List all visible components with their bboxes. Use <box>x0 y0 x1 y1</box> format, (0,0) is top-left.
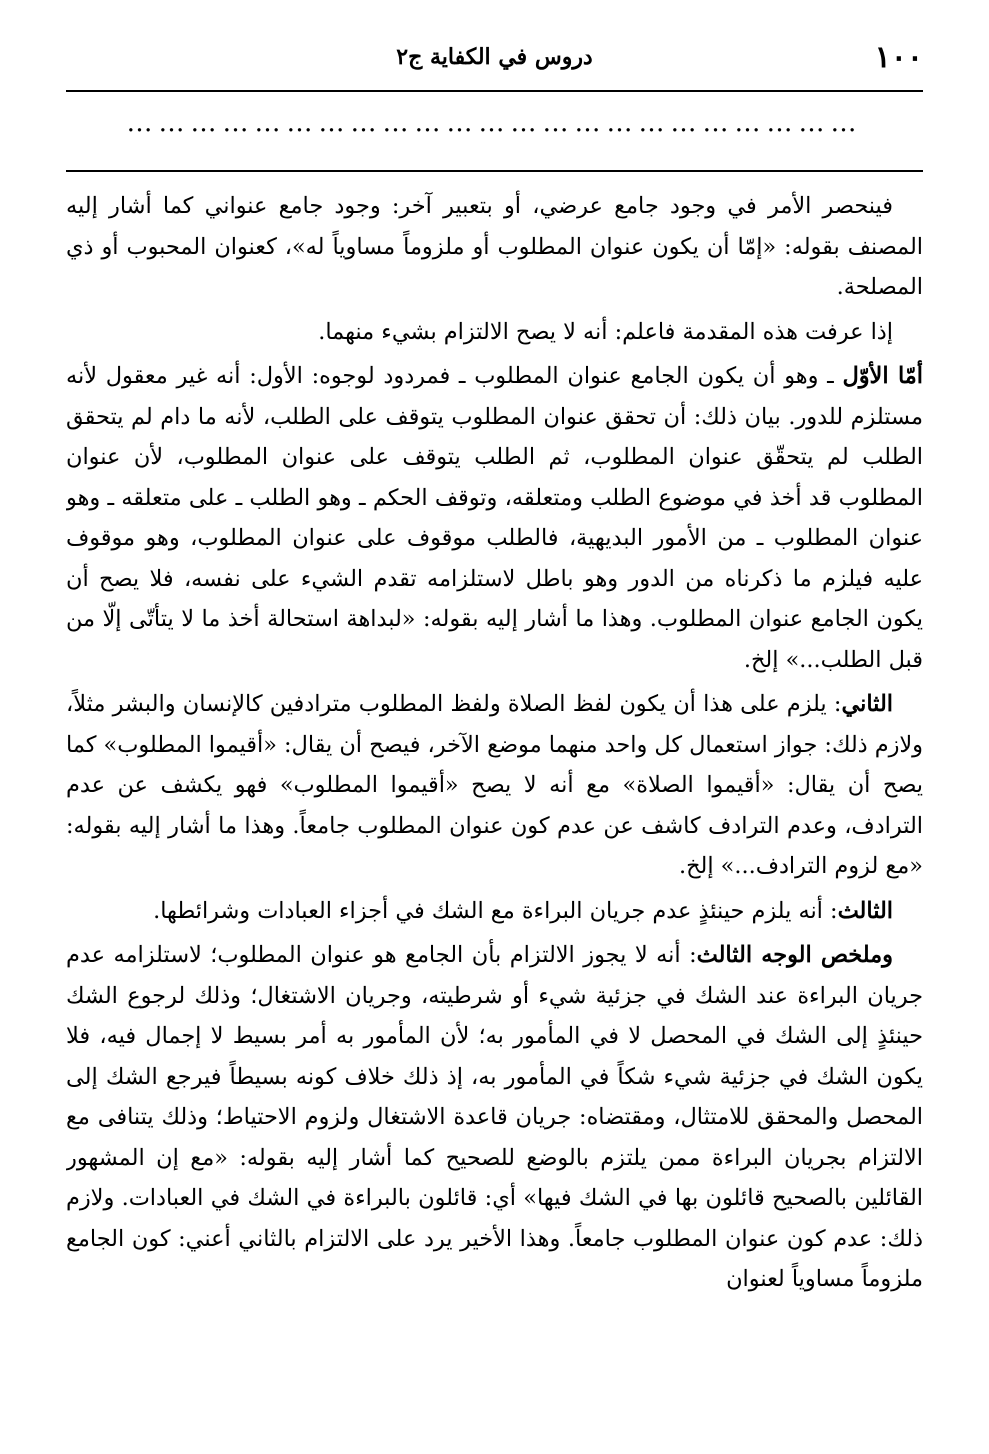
dotted-separator: …………………………………………………………… <box>126 108 863 138</box>
paragraph <box>66 312 923 353</box>
paragraph-lead: الثالث <box>837 897 893 924</box>
body-text <box>66 186 923 1446</box>
page-number: ١٠٠ <box>874 40 923 75</box>
paragraph-lead: أمّا الأوّل <box>842 363 923 389</box>
paragraph-text: : أنه لا يجوز الالتزام بأن الجامع هو عنوان المطلوب؛ لاستلزامه عدم جريان البراءة عند الشك في جزئية شيء أو شرطيته، وجريان الاشتغال؛ وذلك لرجوع الشك حينئذٍ إلى الشك في المحصل لا في المأمور به؛ لأن المأمور به أمر بسيط لا إجمال فيه، فلا يكون الشك في جزئية شيء شكاً في المأمور به، إذ ذلك خلاف كونه بسيطاً فيرجع الشك إلى المحصل والمحقق للامتثال، ومقتضاه: جريان قاعدة الاشتغال ولزوم الاحتياط؛ وذلك يتنافى مع الالتزام بجريان البراءة ممن يلتزم بالوضع للصحيح كما أشار إليه بقوله: «مع إن المشهور القائلين بالصحيح قائلون بها في الشك فيها» أي: قائلون بالبراءة في الشك في العبادات. ولازم ذلك: عدم كون عنوان المطلوب جامعاً. وهذا الأخير يرد على الالتزام بالثاني أعني: كون الجامع ملزوماً مساوياً لعنوان <box>66 942 923 1292</box>
paragraph-text: : أنه يلزم حينئذٍ عدم جريان البراءة مع الشك في أجزاء العبادات وشرائطها. <box>153 897 838 924</box>
header-rule <box>66 90 923 92</box>
book-title: دروس في الكفاية ج٢ <box>396 44 593 70</box>
paragraph-lead: الثاني <box>841 691 893 717</box>
section-rule <box>66 170 923 172</box>
paragraph <box>66 891 923 932</box>
paragraph <box>66 356 923 680</box>
paragraph <box>66 935 923 1300</box>
paragraph-text: إذا عرفت هذه المقدمة فاعلم: أنه لا يصح الالتزام بشيء منهما. <box>318 318 893 345</box>
paragraph-text: : يلزم على هذا أن يكون لفظ الصلاة ولفظ المطلوب مترادفين كالإنسان والبشر مثلاً، ولازم ذلك: جواز استعمال كل واحد منهما موضع الآخر، فيصح أن يقال: «أقيموا المطلوب» كما يصح أن يقال: «أقيموا الصلاة» مع أنه لا يصح «أقيموا المطلوب» فهو يكشف عن عدم الترادف، وعدم الترادف كاشف عن عدم كون عنوان المطلوب جامعاً. وهذا ما أشار إليه بقوله: «مع لزوم الترادف...» إلخ. <box>66 691 923 879</box>
paragraph <box>66 186 923 308</box>
paragraph-text: فينحصر الأمر في وجود جامع عرضي، أو بتعبير آخر: وجود جامع عنواني كما أشار إليه المصنف بقوله: «إمّا أن يكون عنوان المطلوب أو ملزوماً مساوياً له»، كعنوان المحبوب أو ذي المصلحة. <box>66 193 923 300</box>
paragraph-text: ـ وهو أن يكون الجامع عنوان المطلوب ـ فمردود لوجوه: الأول: أنه غير معقول لأنه مستلزم للدور. بيان ذلك: أن تحقق عنوان المطلوب يتوقف على الطلب، لأنه ما دام لم يتحقق الطلب لم يتحقّق عنوان المطلوب، ثم الطلب يتوقف على عنوان المطلوب، لأن عنوان المطلوب قد أخذ في موضوع الطلب ومتعلقه، وتوقف الحكم ـ وهو الطلب ـ على متعلقه ـ وهو عنوان المطلوب ـ من الأمور البديهية، فالطلب موقوف على عنوان المطلوب، وهو موقوف عليه فيلزم ما ذكرناه من الدور وهو باطل لاستلزامه تقدم الشيء على نفسه، فلا يصح أن يكون الجامع عنوان المطلوب. وهذا ما أشار إليه بقوله: «لبداهة استحالة أخذ ما لا يتأتّى إلّا من قبل الطلب...» إلخ. <box>66 363 923 673</box>
paragraph <box>66 684 923 887</box>
paragraph-lead: وملخص الوجه الثالث <box>696 942 893 968</box>
running-header <box>66 40 923 88</box>
